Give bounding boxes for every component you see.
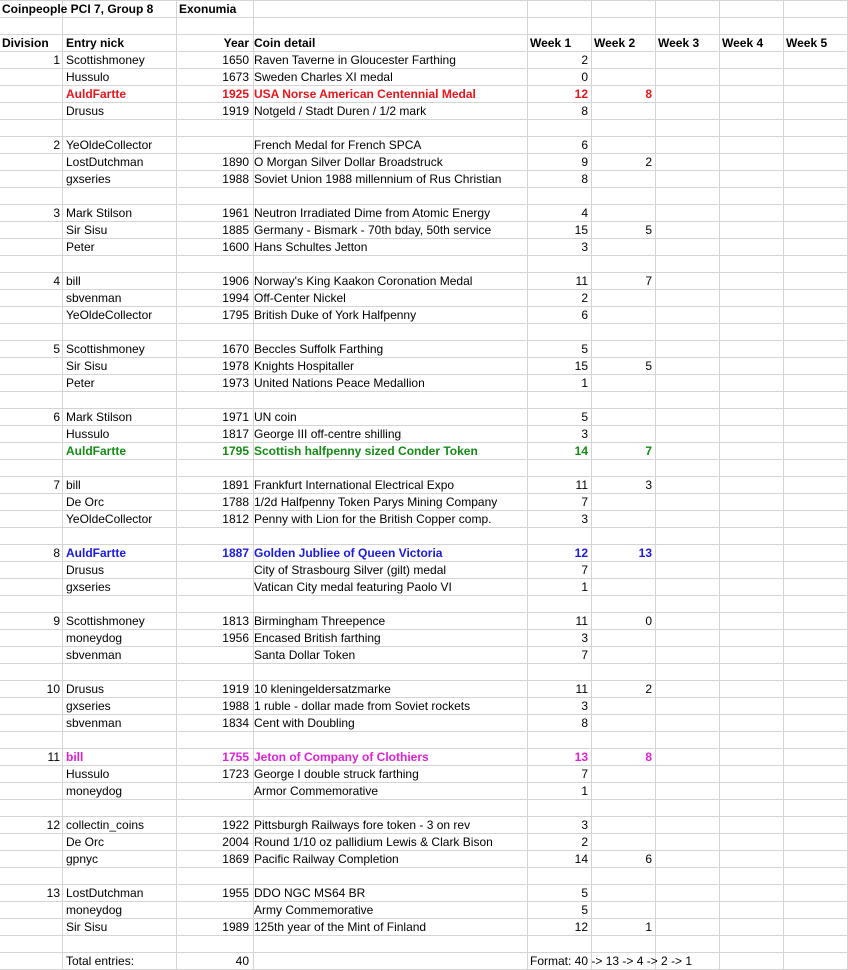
week2-score-cell[interactable] bbox=[591, 290, 654, 307]
nick-cell[interactable]: Hussulo bbox=[66, 427, 110, 441]
coin-detail-cell[interactable]: Frankfurt International Electrical Expo bbox=[254, 478, 455, 492]
week2-score-cell[interactable] bbox=[591, 834, 654, 851]
year-cell[interactable]: 1973 bbox=[222, 376, 249, 390]
week1-score-cell[interactable]: 5 bbox=[581, 410, 588, 424]
year-cell[interactable]: 1887 bbox=[222, 546, 249, 560]
division-cell[interactable] bbox=[2, 851, 62, 868]
week1-score-cell[interactable]: 3 bbox=[581, 818, 588, 832]
year-cell[interactable]: 1813 bbox=[222, 614, 249, 628]
year-cell[interactable]: 1723 bbox=[222, 767, 249, 781]
table-row bbox=[0, 307, 848, 324]
division-cell[interactable] bbox=[2, 766, 62, 783]
table-row bbox=[0, 69, 848, 86]
year-cell[interactable] bbox=[177, 647, 251, 664]
year-cell[interactable]: 1922 bbox=[222, 818, 249, 832]
nick-cell[interactable]: Scottishmoney bbox=[66, 53, 145, 67]
year-cell[interactable]: 1812 bbox=[222, 512, 249, 526]
table-row bbox=[0, 375, 848, 392]
week1-score-cell[interactable]: 12 bbox=[574, 920, 588, 934]
year-cell[interactable]: 1885 bbox=[222, 223, 249, 237]
division-cell[interactable]: 4 bbox=[53, 274, 60, 288]
week2-score-cell[interactable] bbox=[591, 409, 654, 426]
coin-detail-cell[interactable]: George III off-centre shilling bbox=[254, 427, 402, 441]
division-cell[interactable] bbox=[2, 834, 62, 851]
division-cell[interactable]: 6 bbox=[53, 410, 60, 424]
year-cell[interactable]: 1988 bbox=[222, 699, 249, 713]
division-cell[interactable] bbox=[2, 222, 62, 239]
week1-score-cell[interactable]: 1 bbox=[581, 376, 588, 390]
table-row bbox=[0, 562, 848, 579]
coin-detail-cell[interactable]: 1/2d Halfpenny Token Parys Mining Company bbox=[254, 495, 498, 509]
nick-cell[interactable]: De Orc bbox=[66, 835, 105, 849]
coin-detail-cell[interactable]: USA Norse American Centennial Medal bbox=[254, 87, 476, 101]
division-cell[interactable] bbox=[2, 562, 62, 579]
year-cell[interactable]: 1988 bbox=[222, 172, 249, 186]
week1-score-cell[interactable]: 8 bbox=[581, 172, 588, 186]
week2-score-cell[interactable]: 7 bbox=[645, 274, 652, 288]
week1-score-cell[interactable]: 0 bbox=[581, 70, 588, 84]
table-row bbox=[0, 749, 848, 766]
coin-detail-cell[interactable]: Birmingham Threepence bbox=[254, 614, 386, 628]
header-nick[interactable]: Entry nick bbox=[66, 36, 125, 50]
table-row bbox=[0, 205, 848, 222]
table-row bbox=[0, 137, 848, 154]
coin-detail-cell[interactable]: Hans Schultes Jetton bbox=[254, 240, 368, 254]
year-cell[interactable]: 1890 bbox=[222, 155, 249, 169]
header-detail[interactable]: Coin detail bbox=[254, 36, 316, 50]
table-row bbox=[0, 919, 848, 936]
nick-cell[interactable]: Hussulo bbox=[66, 70, 110, 84]
table-row bbox=[0, 358, 848, 375]
coin-detail-cell[interactable]: British Duke of York Halfpenny bbox=[254, 308, 417, 322]
nick-cell[interactable]: Sir Sisu bbox=[66, 223, 108, 237]
week1-score-cell[interactable]: 12 bbox=[574, 87, 588, 101]
week1-score-cell[interactable]: 12 bbox=[574, 546, 588, 560]
year-cell[interactable]: 1670 bbox=[222, 342, 249, 356]
division-cell[interactable] bbox=[2, 103, 62, 120]
week2-score-cell[interactable] bbox=[591, 375, 654, 392]
nick-cell[interactable]: gxseries bbox=[66, 172, 111, 186]
division-cell[interactable] bbox=[2, 307, 62, 324]
week2-score-cell[interactable] bbox=[591, 766, 654, 783]
week2-score-cell[interactable]: 2 bbox=[645, 682, 652, 696]
table-row bbox=[0, 494, 848, 511]
week1-score-cell[interactable]: 1 bbox=[581, 580, 588, 594]
week2-score-cell[interactable]: 8 bbox=[645, 87, 652, 101]
format-note[interactable]: Format: 40 -> 13 -> 4 -> 2 -> 1 bbox=[530, 954, 693, 968]
week1-score-cell[interactable]: 4 bbox=[581, 206, 588, 220]
week1-score-cell[interactable]: 3 bbox=[581, 699, 588, 713]
header-week3[interactable]: Week 3 bbox=[658, 36, 700, 50]
table-row bbox=[0, 443, 848, 460]
year-cell[interactable]: 1978 bbox=[222, 359, 249, 373]
division-cell[interactable] bbox=[2, 698, 62, 715]
nick-cell[interactable]: moneydog bbox=[66, 903, 123, 917]
division-cell[interactable] bbox=[2, 443, 62, 460]
nick-cell[interactable]: bill bbox=[66, 274, 81, 288]
nick-cell[interactable]: AuldFartte bbox=[66, 87, 126, 101]
week2-score-cell[interactable]: 5 bbox=[645, 223, 652, 237]
title-row bbox=[0, 1, 848, 18]
coin-detail-cell[interactable]: Beccles Suffolk Farthing bbox=[254, 342, 384, 356]
header-division[interactable]: Division bbox=[2, 36, 49, 50]
total-entries-value[interactable]: 40 bbox=[235, 954, 249, 968]
coin-detail-cell[interactable]: Knights Hospitaller bbox=[254, 359, 355, 373]
table-row bbox=[0, 647, 848, 664]
table-row bbox=[0, 902, 848, 919]
week2-score-cell[interactable] bbox=[591, 647, 654, 664]
year-cell[interactable]: 1925 bbox=[222, 87, 249, 101]
nick-cell[interactable]: gxseries bbox=[66, 580, 111, 594]
table-row bbox=[0, 579, 848, 596]
year-cell[interactable]: 1994 bbox=[222, 291, 249, 305]
table-row bbox=[0, 222, 848, 239]
division-cell[interactable] bbox=[2, 154, 62, 171]
week1-score-cell[interactable]: 15 bbox=[574, 223, 588, 237]
total-entries-label[interactable]: Total entries: bbox=[66, 954, 135, 968]
header-week5[interactable]: Week 5 bbox=[786, 36, 828, 50]
coin-detail-cell[interactable]: Notgeld / Stadt Duren / 1/2 mark bbox=[254, 104, 427, 118]
nick-cell[interactable]: De Orc bbox=[66, 495, 105, 509]
week1-score-cell[interactable]: 15 bbox=[574, 359, 588, 373]
year-cell[interactable]: 1600 bbox=[222, 240, 249, 254]
coin-detail-cell[interactable]: United Nations Peace Medallion bbox=[254, 376, 425, 390]
division-cell[interactable] bbox=[2, 375, 62, 392]
week2-score-cell[interactable] bbox=[591, 171, 654, 188]
week2-score-cell[interactable]: 6 bbox=[645, 852, 652, 866]
table-row bbox=[0, 273, 848, 290]
nick-cell[interactable]: AuldFartte bbox=[66, 444, 126, 458]
division-cell[interactable] bbox=[2, 579, 62, 596]
coin-detail-cell[interactable]: Sweden Charles XI medal bbox=[254, 70, 393, 84]
table-row bbox=[0, 103, 848, 120]
nick-cell[interactable]: Scottishmoney bbox=[66, 342, 145, 356]
coin-detail-cell[interactable]: Penny with Lion for the British Copper comp. bbox=[254, 512, 492, 526]
division-cell[interactable] bbox=[2, 919, 62, 936]
year-cell[interactable]: 1906 bbox=[222, 274, 249, 288]
coin-detail-cell[interactable]: Raven Taverne in Gloucester Farthing bbox=[254, 53, 456, 67]
year-cell[interactable]: 1919 bbox=[222, 682, 249, 696]
coin-detail-cell[interactable]: Neutron Irradiated Dime from Atomic Energy bbox=[254, 206, 491, 220]
coin-detail-cell[interactable]: Off-Center Nickel bbox=[254, 291, 346, 305]
table-row bbox=[0, 511, 848, 528]
nick-cell[interactable]: YeOldeCollector bbox=[66, 308, 153, 322]
week2-score-cell[interactable] bbox=[591, 817, 654, 834]
coin-detail-cell[interactable]: Pittsburgh Railways fore token - 3 on rev bbox=[254, 818, 471, 832]
coin-detail-cell[interactable]: Encased British farthing bbox=[254, 631, 381, 645]
year-cell[interactable]: 1795 bbox=[222, 308, 249, 322]
division-cell[interactable]: 9 bbox=[53, 614, 60, 628]
week1-score-cell[interactable]: 5 bbox=[581, 886, 588, 900]
nick-cell[interactable]: bill bbox=[66, 750, 84, 764]
year-cell[interactable]: 1795 bbox=[222, 444, 249, 458]
coin-detail-cell[interactable]: George I double struck farthing bbox=[254, 767, 419, 781]
division-cell[interactable] bbox=[2, 171, 62, 188]
nick-cell[interactable]: AuldFartte bbox=[66, 546, 126, 560]
nick-cell[interactable]: Hussulo bbox=[66, 767, 110, 781]
year-cell[interactable] bbox=[177, 579, 251, 596]
nick-cell[interactable]: Mark Stilson bbox=[66, 206, 133, 220]
week1-score-cell[interactable]: 2 bbox=[581, 291, 588, 305]
coin-detail-cell[interactable]: Germany - Bismark - 70th bday, 50th service bbox=[254, 223, 492, 237]
week2-score-cell[interactable] bbox=[591, 341, 654, 358]
nick-cell[interactable]: gxseries bbox=[66, 699, 111, 713]
week2-score-cell[interactable]: 8 bbox=[645, 750, 652, 764]
division-cell[interactable]: 13 bbox=[46, 886, 60, 900]
week1-score-cell[interactable]: 7 bbox=[581, 495, 588, 509]
coin-detail-cell[interactable]: French Medal for French SPCA bbox=[254, 138, 422, 152]
header-week1[interactable]: Week 1 bbox=[530, 36, 572, 50]
table-row bbox=[0, 817, 848, 834]
table-row bbox=[0, 545, 848, 562]
coin-detail-cell[interactable]: 10 kleningeldersatzmarke bbox=[254, 682, 391, 696]
table-row bbox=[0, 783, 848, 800]
coin-detail-cell[interactable]: Pacific Railway Completion bbox=[254, 852, 399, 866]
table-row bbox=[0, 341, 848, 358]
week2-score-cell[interactable] bbox=[591, 579, 654, 596]
coin-detail-cell[interactable]: Scottish halfpenny sized Conder Token bbox=[254, 444, 478, 458]
division-cell[interactable]: 7 bbox=[53, 478, 60, 492]
week1-score-cell[interactable]: 14 bbox=[574, 852, 588, 866]
week1-score-cell[interactable]: 3 bbox=[581, 631, 588, 645]
week2-score-cell[interactable]: 5 bbox=[645, 359, 652, 373]
sheet-title[interactable]: Coinpeople PCI 7, Group 8 bbox=[2, 2, 154, 16]
year-cell[interactable]: 2004 bbox=[222, 835, 249, 849]
division-cell[interactable]: 1 bbox=[53, 53, 60, 67]
division-cell[interactable]: 2 bbox=[53, 138, 60, 152]
year-cell[interactable]: 1989 bbox=[222, 920, 249, 934]
nick-cell[interactable]: Peter bbox=[66, 376, 95, 390]
coin-detail-cell[interactable]: Soviet Union 1988 millennium of Rus Christian bbox=[254, 172, 502, 186]
table-row bbox=[0, 171, 848, 188]
division-cell[interactable] bbox=[2, 69, 62, 86]
table-row bbox=[0, 715, 848, 732]
nick-cell[interactable]: YeOldeCollector bbox=[66, 138, 153, 152]
week2-score-cell[interactable] bbox=[591, 698, 654, 715]
nick-cell[interactable]: sbvenman bbox=[66, 648, 122, 662]
week2-score-cell[interactable] bbox=[591, 885, 654, 902]
nick-cell[interactable]: moneydog bbox=[66, 784, 123, 798]
nick-cell[interactable]: gpnyc bbox=[66, 852, 99, 866]
table-row bbox=[0, 52, 848, 69]
table-row bbox=[0, 86, 848, 103]
week1-score-cell[interactable]: 3 bbox=[581, 427, 588, 441]
nick-cell[interactable]: LostDutchman bbox=[66, 886, 144, 900]
week1-score-cell[interactable]: 5 bbox=[581, 903, 588, 917]
nick-cell[interactable]: Drusus bbox=[66, 682, 105, 696]
coin-detail-cell[interactable]: City of Strasbourg Silver (gilt) medal bbox=[254, 563, 447, 577]
year-cell[interactable]: 1788 bbox=[222, 495, 249, 509]
year-cell[interactable]: 1673 bbox=[222, 70, 249, 84]
week1-score-cell[interactable]: 14 bbox=[574, 444, 588, 458]
footer-row bbox=[0, 953, 848, 970]
year-cell[interactable]: 1650 bbox=[222, 53, 249, 67]
week1-score-cell[interactable]: 7 bbox=[581, 767, 588, 781]
division-cell[interactable] bbox=[2, 647, 62, 664]
table-row bbox=[0, 681, 848, 698]
year-cell[interactable]: 1971 bbox=[222, 410, 249, 424]
week2-score-cell[interactable] bbox=[591, 494, 654, 511]
coin-detail-cell[interactable]: Army Commemorative bbox=[254, 903, 374, 917]
week2-score-cell[interactable] bbox=[591, 239, 654, 256]
division-cell[interactable] bbox=[2, 290, 62, 307]
table-row bbox=[0, 409, 848, 426]
week2-score-cell[interactable] bbox=[591, 426, 654, 443]
week1-score-cell[interactable]: 11 bbox=[575, 478, 588, 492]
table-row bbox=[0, 426, 848, 443]
nick-cell[interactable]: YeOldeCollector bbox=[66, 512, 153, 526]
nick-cell[interactable]: Sir Sisu bbox=[66, 920, 108, 934]
division-cell[interactable]: 12 bbox=[46, 818, 60, 832]
week1-score-cell[interactable]: 7 bbox=[581, 648, 588, 662]
nick-cell[interactable]: Drusus bbox=[66, 104, 105, 118]
year-cell[interactable]: 1891 bbox=[222, 478, 249, 492]
table-row bbox=[0, 834, 848, 851]
coin-detail-cell[interactable]: Golden Jubliee of Queen Victoria bbox=[254, 546, 443, 560]
week2-score-cell[interactable] bbox=[591, 511, 654, 528]
division-cell[interactable]: 3 bbox=[53, 206, 60, 220]
week2-score-cell[interactable] bbox=[591, 715, 654, 732]
coin-detail-cell[interactable]: O Morgan Silver Dollar Broadstruck bbox=[254, 155, 443, 169]
year-cell[interactable]: 1919 bbox=[222, 104, 249, 118]
header-week2[interactable]: Week 2 bbox=[594, 36, 636, 50]
coin-detail-cell[interactable]: 1 ruble - dollar made from Soviet rockets bbox=[254, 699, 471, 713]
week2-score-cell[interactable] bbox=[591, 307, 654, 324]
year-cell[interactable]: 1817 bbox=[222, 427, 249, 441]
week1-score-cell[interactable]: 11 bbox=[575, 682, 588, 696]
week2-score-cell[interactable] bbox=[591, 630, 654, 647]
week2-score-cell[interactable]: 7 bbox=[645, 444, 652, 458]
nick-cell[interactable]: Peter bbox=[66, 240, 95, 254]
coin-detail-cell[interactable]: Vatican City medal featuring Paolo VI bbox=[254, 580, 452, 594]
week2-score-cell[interactable]: 1 bbox=[645, 920, 652, 934]
week2-score-cell[interactable]: 13 bbox=[638, 546, 652, 560]
table-row bbox=[0, 698, 848, 715]
week2-score-cell[interactable] bbox=[591, 783, 654, 800]
coin-detail-cell[interactable]: UN coin bbox=[254, 410, 297, 424]
year-cell[interactable]: 1956 bbox=[222, 631, 249, 645]
week1-score-cell[interactable]: 6 bbox=[581, 308, 588, 322]
nick-cell[interactable]: Mark Stilson bbox=[66, 410, 133, 424]
table-row bbox=[0, 477, 848, 494]
coin-detail-cell[interactable]: Round 1/10 oz pallidium Lewis & Clark Bison bbox=[254, 835, 493, 849]
division-cell[interactable] bbox=[2, 715, 62, 732]
coin-detail-cell[interactable]: Santa Dollar Token bbox=[254, 648, 356, 662]
division-cell[interactable]: 10 bbox=[46, 682, 60, 696]
division-cell[interactable] bbox=[2, 511, 62, 528]
nick-cell[interactable]: bill bbox=[66, 478, 81, 492]
week1-score-cell[interactable]: 11 bbox=[575, 614, 588, 628]
division-cell[interactable] bbox=[2, 630, 62, 647]
week2-score-cell[interactable] bbox=[591, 205, 654, 222]
year-cell[interactable] bbox=[177, 783, 251, 800]
week1-score-cell[interactable]: 13 bbox=[574, 750, 588, 764]
nick-cell[interactable]: sbvenman bbox=[66, 291, 122, 305]
header-week4[interactable]: Week 4 bbox=[722, 36, 764, 50]
year-cell[interactable] bbox=[177, 137, 251, 154]
table-row bbox=[0, 239, 848, 256]
year-cell[interactable]: 1869 bbox=[222, 852, 249, 866]
year-cell[interactable]: 1755 bbox=[222, 750, 249, 764]
nick-cell[interactable]: sbvenman bbox=[66, 716, 122, 730]
table-row bbox=[0, 766, 848, 783]
coin-detail-cell[interactable]: 125th year of the Mint of Finland bbox=[254, 920, 427, 934]
week1-score-cell[interactable]: 8 bbox=[581, 104, 588, 118]
table-row bbox=[0, 630, 848, 647]
coin-detail-cell[interactable]: Jeton of Company of Clothiers bbox=[254, 750, 429, 764]
division-cell[interactable] bbox=[2, 86, 62, 103]
division-cell[interactable]: 5 bbox=[53, 342, 60, 356]
week2-score-cell[interactable] bbox=[591, 52, 654, 69]
year-cell[interactable]: 1961 bbox=[222, 206, 249, 220]
division-cell[interactable] bbox=[2, 239, 62, 256]
nick-cell[interactable]: Scottishmoney bbox=[66, 614, 145, 628]
week1-score-cell[interactable]: 3 bbox=[581, 240, 588, 254]
week1-score-cell[interactable]: 5 bbox=[581, 342, 588, 356]
year-cell[interactable]: 1834 bbox=[222, 716, 249, 730]
week2-score-cell[interactable] bbox=[591, 69, 654, 86]
week2-score-cell[interactable] bbox=[591, 562, 654, 579]
nick-cell[interactable]: Drusus bbox=[66, 563, 105, 577]
week2-score-cell[interactable] bbox=[591, 137, 654, 154]
division-cell[interactable] bbox=[2, 358, 62, 375]
coin-detail-cell[interactable]: DDO NGC MS64 BR bbox=[254, 886, 366, 900]
week1-score-cell[interactable]: 2 bbox=[581, 53, 588, 67]
week1-score-cell[interactable]: 1 bbox=[581, 784, 588, 798]
table-row bbox=[0, 290, 848, 307]
year-cell[interactable] bbox=[177, 902, 251, 919]
week2-score-cell[interactable]: 3 bbox=[645, 478, 652, 492]
nick-cell[interactable]: Sir Sisu bbox=[66, 359, 108, 373]
year-cell[interactable] bbox=[177, 562, 251, 579]
division-cell[interactable] bbox=[2, 902, 62, 919]
week2-score-cell[interactable] bbox=[591, 902, 654, 919]
coin-detail-cell[interactable]: Cent with Doubling bbox=[254, 716, 355, 730]
table-row bbox=[0, 154, 848, 171]
week1-score-cell[interactable]: 3 bbox=[581, 512, 588, 526]
week2-score-cell[interactable] bbox=[591, 103, 654, 120]
week1-score-cell[interactable]: 8 bbox=[581, 716, 588, 730]
division-cell[interactable]: 8 bbox=[53, 546, 60, 560]
nick-cell[interactable]: moneydog bbox=[66, 631, 123, 645]
header-row bbox=[0, 35, 848, 52]
division-cell[interactable]: 11 bbox=[47, 750, 60, 764]
week2-score-cell[interactable]: 2 bbox=[645, 155, 652, 169]
nick-cell[interactable]: collectin_coins bbox=[66, 818, 145, 832]
nick-cell[interactable]: LostDutchman bbox=[66, 155, 144, 169]
week1-score-cell[interactable]: 6 bbox=[581, 138, 588, 152]
week1-score-cell[interactable]: 11 bbox=[575, 274, 588, 288]
division-cell[interactable] bbox=[2, 494, 62, 511]
division-cell[interactable] bbox=[2, 783, 62, 800]
year-cell[interactable]: 1955 bbox=[222, 886, 249, 900]
table-row bbox=[0, 885, 848, 902]
week1-score-cell[interactable]: 9 bbox=[581, 155, 588, 169]
coin-detail-cell[interactable]: Armor Commemorative bbox=[254, 784, 379, 798]
header-year[interactable]: Year bbox=[223, 36, 249, 50]
table-row bbox=[0, 851, 848, 868]
coin-detail-cell[interactable]: Norway's King Kaakon Coronation Medal bbox=[254, 274, 473, 288]
week2-score-cell[interactable]: 0 bbox=[645, 614, 652, 628]
division-cell[interactable] bbox=[2, 426, 62, 443]
sheet-category[interactable]: Exonumia bbox=[179, 2, 237, 16]
week1-score-cell[interactable]: 7 bbox=[581, 563, 588, 577]
table-row bbox=[0, 613, 848, 630]
week1-score-cell[interactable]: 2 bbox=[581, 835, 588, 849]
